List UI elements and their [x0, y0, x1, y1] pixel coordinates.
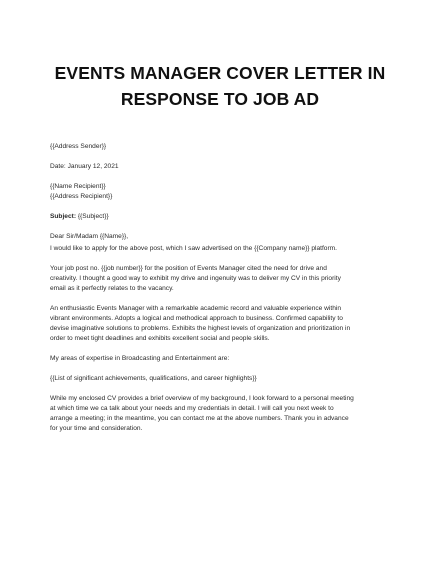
subject-label: Subject:	[50, 213, 77, 220]
paragraph-line: email as it perfectly relates to the vacancy.	[50, 285, 174, 292]
paragraph-line: order to meet tight deadlines and exhibits excellent social and people skills.	[50, 335, 270, 342]
paragraph-4	[50, 354, 400, 364]
paragraph-line: While my enclosed CV provides a brief overview of my background, I look forward to a personal meeting	[50, 395, 354, 402]
paragraph-line: vibrant environments. Adopts a logical and methodical approach to business. Confirmed capability to	[50, 315, 343, 322]
subject-value: {{Subject}}	[76, 213, 109, 220]
title-line-2: RESPONSE TO JOB AD	[120, 89, 320, 109]
subject-line	[50, 212, 400, 222]
paragraph-line: for your time and consideration.	[50, 425, 143, 432]
recipient-name: {{Name Recipient}}	[50, 183, 106, 190]
paragraph-line: An enthusiastic Events Manager with a remarkable academic record and valuable experience within	[50, 305, 342, 312]
letter-body	[50, 142, 400, 434]
paragraph-line: Your job post no. {{job number}} for the position of Events Manager cited the need for drive and	[50, 265, 327, 272]
letter-date: Date: January 12, 2021	[50, 163, 119, 170]
paragraph-line: devise imaginative solutions to problems. Exhibits the highest levels of organization and prioritization in	[50, 325, 351, 332]
document-title	[30, 60, 410, 112]
paragraph-line: I would like to apply for the above post, which I saw advertised on the {{Company name}} platform.	[50, 245, 337, 252]
sender-address: {{Address Sender}}	[50, 143, 107, 150]
recipient-address: {{Address Recipient}}	[50, 193, 113, 200]
title-line-1: EVENTS MANAGER COVER LETTER IN	[54, 63, 386, 83]
paragraph-3	[50, 304, 400, 344]
paragraph-2	[50, 264, 400, 294]
paragraph-line: at which time we ca talk about your needs and my credentials in detail. I will call you next week to	[50, 405, 334, 412]
paragraph-line: My areas of expertise in Broadcasting and Entertainment are:	[50, 355, 230, 362]
paragraph-6	[50, 394, 400, 434]
paragraph-line: creativity. I thought a good way to exhibit my drive and ingenuity was to deliver my CV in this priority	[50, 275, 341, 282]
paragraph-1	[50, 244, 400, 254]
paragraph-line: {{List of significant achievements, qualifications, and career highlights}}	[50, 375, 257, 382]
salutation: Dear Sir/Madam {{Name}},	[50, 233, 129, 240]
paragraph-line: arrange a meeting; in the meantime, you can contact me at the above numbers. Thank you in advance	[50, 415, 349, 422]
paragraph-5	[50, 374, 400, 384]
